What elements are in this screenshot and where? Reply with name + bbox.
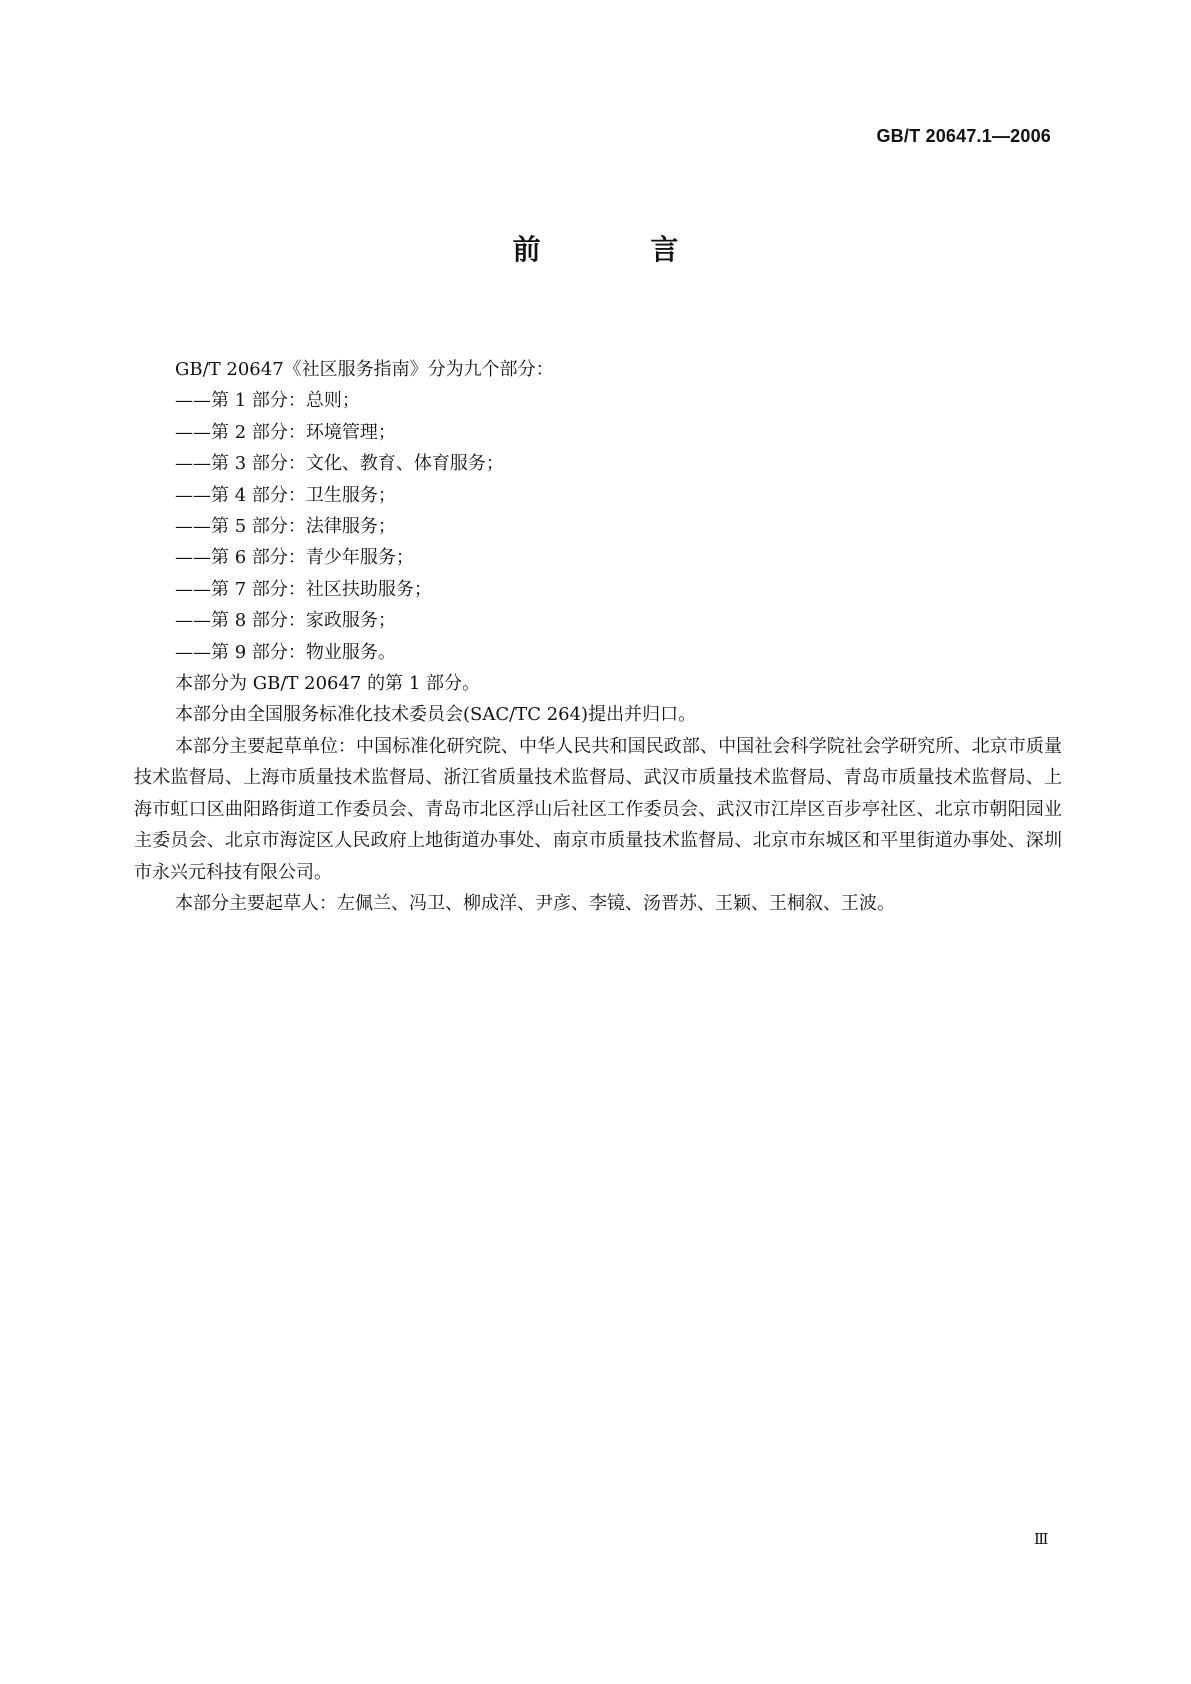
- drafters-paragraph: 本部分主要起草人：左佩兰、冯卫、柳成洋、尹彦、李镜、汤晋苏、王颖、王桐叙、王波。: [175, 892, 895, 914]
- drafting-units-paragraph: 本部分主要起草单位：中国标准化研究院、中华人民共和国民政部、中国社会科学院社会学研究所、北京市质量技术监督局、上海市质量技术监督局、浙江省质量技术监督局、武汉市质量技术监督局、青岛市质量技术监督局、上海市虹口区曲阳路街道工作委员会、青岛市北区浮山后社区工作委员会、武汉市江岸区百步亭社区、北京市朝阳园业主委员会、北京市海淀区人民政府上地街道办事处、南京市质量技术监督局、北京市东城区和平里街道办事处、深圳市永兴元科技有限公司。: [134, 735, 1062, 883]
- part-list: [134, 385, 1062, 668]
- standard-number: GB/T 20647.1—2006: [876, 126, 1051, 146]
- list-item: ——第 7 部分：社区扶助服务；: [175, 578, 432, 600]
- list-item: ——第 4 部分：卫生服务；: [175, 484, 396, 506]
- page-number: Ⅲ: [1034, 1530, 1049, 1548]
- part-statement-paragraph: 本部分为 GB/T 20647 的第 1 部分。: [175, 673, 480, 695]
- list-item: ——第 9 部分：物业服务。: [175, 641, 396, 663]
- list-item: ——第 3 部分：文化、教育、体育服务；: [175, 453, 504, 475]
- list-item: ——第 5 部分：法律服务；: [175, 516, 396, 538]
- list-item: ——第 2 部分：环境管理；: [175, 421, 396, 443]
- list-item: ——第 8 部分：家政服务；: [175, 610, 396, 632]
- proposer-paragraph: 本部分由全国服务标准化技术委员会(SAC/TC 264)提出并归口。: [175, 704, 697, 726]
- list-item: ——第 6 部分：青少年服务；: [175, 547, 414, 569]
- preface-body: [134, 354, 1062, 919]
- intro-paragraph: GB/T 20647《社区服务指南》分为九个部分：: [175, 359, 554, 380]
- list-item: ——第 1 部分：总则；: [175, 390, 360, 412]
- page-title: 前 言: [512, 233, 729, 266]
